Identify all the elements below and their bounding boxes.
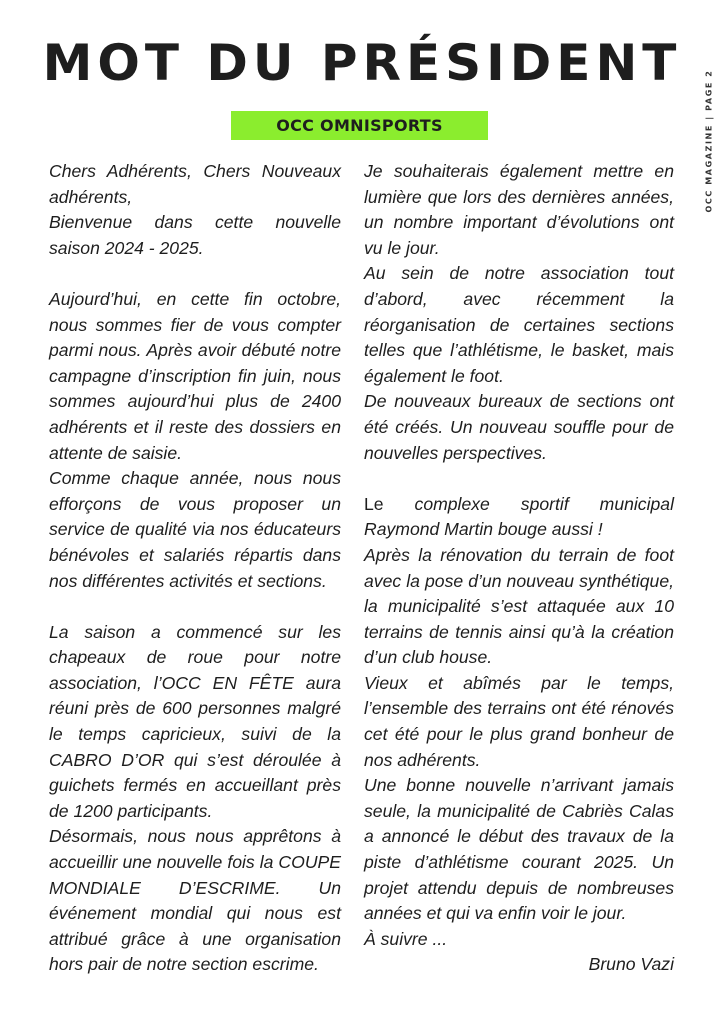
paragraph: De nouveaux bureaux de sections ont été créés. Un nouveau souffle pour de nouvelles perspectives. xyxy=(364,391,674,463)
paragraph: La saison a commencé sur les chapeaux de roue pour notre association, l’OCC EN FÊTE aura réuni près de 600 personnes malgré le temps capricieux, suivi de la CABRO D’OR qui s’est déroulée à guichets fermés en accueillant près de 1200 participants. xyxy=(49,621,341,821)
paragraph: Une bonne nouvelle n’arrivant jamais seule, la municipalité de Cabriès Calas a annoncé le début des travaux de la piste d’athlétisme courant 2025. Un projet attendu depuis de nombreuses années et qui va enfin voir le jour. xyxy=(364,775,674,924)
right-column xyxy=(364,159,674,978)
paragraph: Je souhaiterais également mettre en lumière que lors des dernières années, un nombre important d’évolutions ont vu le jour. xyxy=(364,161,674,258)
paragraph xyxy=(364,492,674,543)
paragraph-spacer xyxy=(49,261,341,287)
page-title: MOT DU PRÉSIDENT xyxy=(42,34,682,92)
greeting: Chers Adhérents, Chers Nouveaux adhérents, xyxy=(49,161,341,207)
welcome-text: Bienvenue dans cette nouvelle saison 2024 - 2025. xyxy=(49,212,341,258)
paragraph: Désormais, nous nous apprêtons à accueillir une nouvelle fois la COUPE MONDIALE D’ESCRIME. Un événement mondial qui nous est attribué grâce à une organisation hors pair de notre section escrime. xyxy=(49,826,341,975)
side-label xyxy=(704,56,714,226)
signature: Bruno Vazi xyxy=(588,954,674,975)
closing-line: À suivre ... xyxy=(364,928,448,949)
section-badge: OCC OMNISPORTS xyxy=(231,111,488,140)
paragraph-spacer xyxy=(364,466,674,492)
paragraph-spacer xyxy=(49,594,341,620)
side-label-text: OCC MAGAZINE | PAGE 2 xyxy=(704,69,714,213)
left-column xyxy=(49,159,341,978)
paragraph: Comme chaque année, nous nous efforçons de vous proposer un service de qualité via nos éducateurs bénévoles et salariés répartis dans nos différentes activités et sections. xyxy=(49,468,341,591)
paragraph: Vieux et abîmés par le temps, l’ensemble des terrains ont été rénovés cet été pour le plus grand bonheur de nos adhérents. xyxy=(364,672,674,770)
paragraph-lead-word: Le xyxy=(364,493,384,514)
paragraph: Aujourd’hui, en cette fin octobre, nous sommes fier de vous compter parmi nous. Après avoir débuté notre campagne d’inscription fin juin, nous sommes aujourd’hui plus de 2400 adhérents et il reste des dossiers en attente de saisie. xyxy=(49,288,341,463)
paragraph: Après la rénovation du terrain de foot avec la pose d’un nouveau synthétique, la municipalité s’est attaquée aux 10 terrains de tennis ainsi qu’à la création d’un club house. xyxy=(364,544,674,668)
paragraph-rest: complexe sportif municipal Raymond Martin bouge aussi ! xyxy=(364,493,674,540)
paragraph: Au sein de notre association tout d’abord, avec récemment la réorganisation de certaines sections telles que l’athlétisme, le basket, mais également le foot. xyxy=(364,263,674,386)
